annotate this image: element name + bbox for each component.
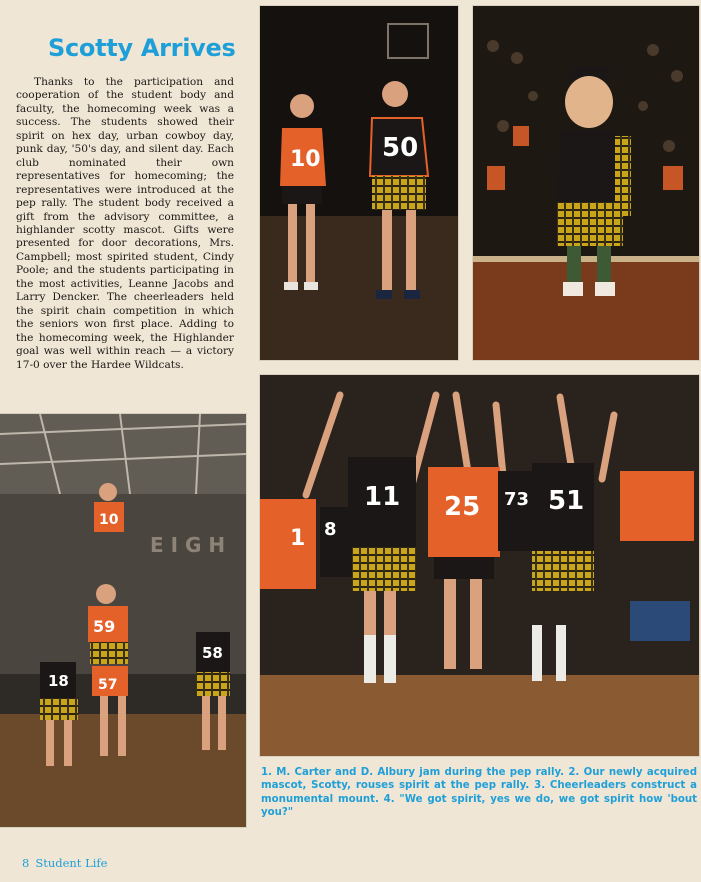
svg-text:73: 73 xyxy=(504,489,530,510)
svg-text:1: 1 xyxy=(290,526,306,551)
page-number: 8 xyxy=(22,856,30,870)
gym-wall-lettering: E I G H xyxy=(150,533,226,557)
photo-spirit-cheer xyxy=(260,375,699,756)
page-folio xyxy=(22,856,113,870)
svg-text:59: 59 xyxy=(93,617,116,636)
svg-text:25: 25 xyxy=(444,492,481,522)
svg-text:18: 18 xyxy=(48,672,69,690)
section-name: Student Life xyxy=(35,856,108,870)
article-title: Scotty Arrives xyxy=(48,34,236,62)
photo-cheerleader-mount xyxy=(0,414,246,827)
svg-text:8: 8 xyxy=(324,519,337,540)
svg-text:57: 57 xyxy=(98,677,118,693)
svg-text:58: 58 xyxy=(202,644,223,662)
photo-captions: 1. M. Carter and D. Albury jam during the pep rally. 2. Our newly acquired mascot, Scotty, rouses spirit at the pep rally. 3. Cheerleaders construct a monumental mount. 4. "We got spirit, yes we do, we got spirit how 'bout you?" xyxy=(261,767,697,818)
svg-text:51: 51 xyxy=(548,486,585,516)
svg-text:10: 10 xyxy=(99,512,119,528)
svg-text:11: 11 xyxy=(364,482,401,512)
photo-mascot-scotty xyxy=(473,6,699,360)
svg-text:50: 50 xyxy=(382,133,419,163)
article-body: Thanks to the participation and cooperation of the student body and faculty, the homecoming week was a success. The students showed their spirit on hex day, urban cowboy day, punk day, '50's day, and silent day. Each club nominated their own representatives for homecoming; the representatives were introduced at the pep rally. The student body received a gift from the advisory committee, a highlander scotty mascot. Gifts were presented for door decorations, Mrs. Campbell; most spirited student, Cindy Poole; and the students participating in the most activities, Leanne Jacobs and Larry Dencker. The cheerleaders held the spirit chain competition in which the seniors won first place. Adding to the homecoming week, the Highlander goal was well within reach — a victory 17-0 over the Hardee Wildcats. xyxy=(16,76,234,371)
svg-text:10: 10 xyxy=(290,147,321,172)
photo-cheerleaders-jam xyxy=(260,6,458,360)
